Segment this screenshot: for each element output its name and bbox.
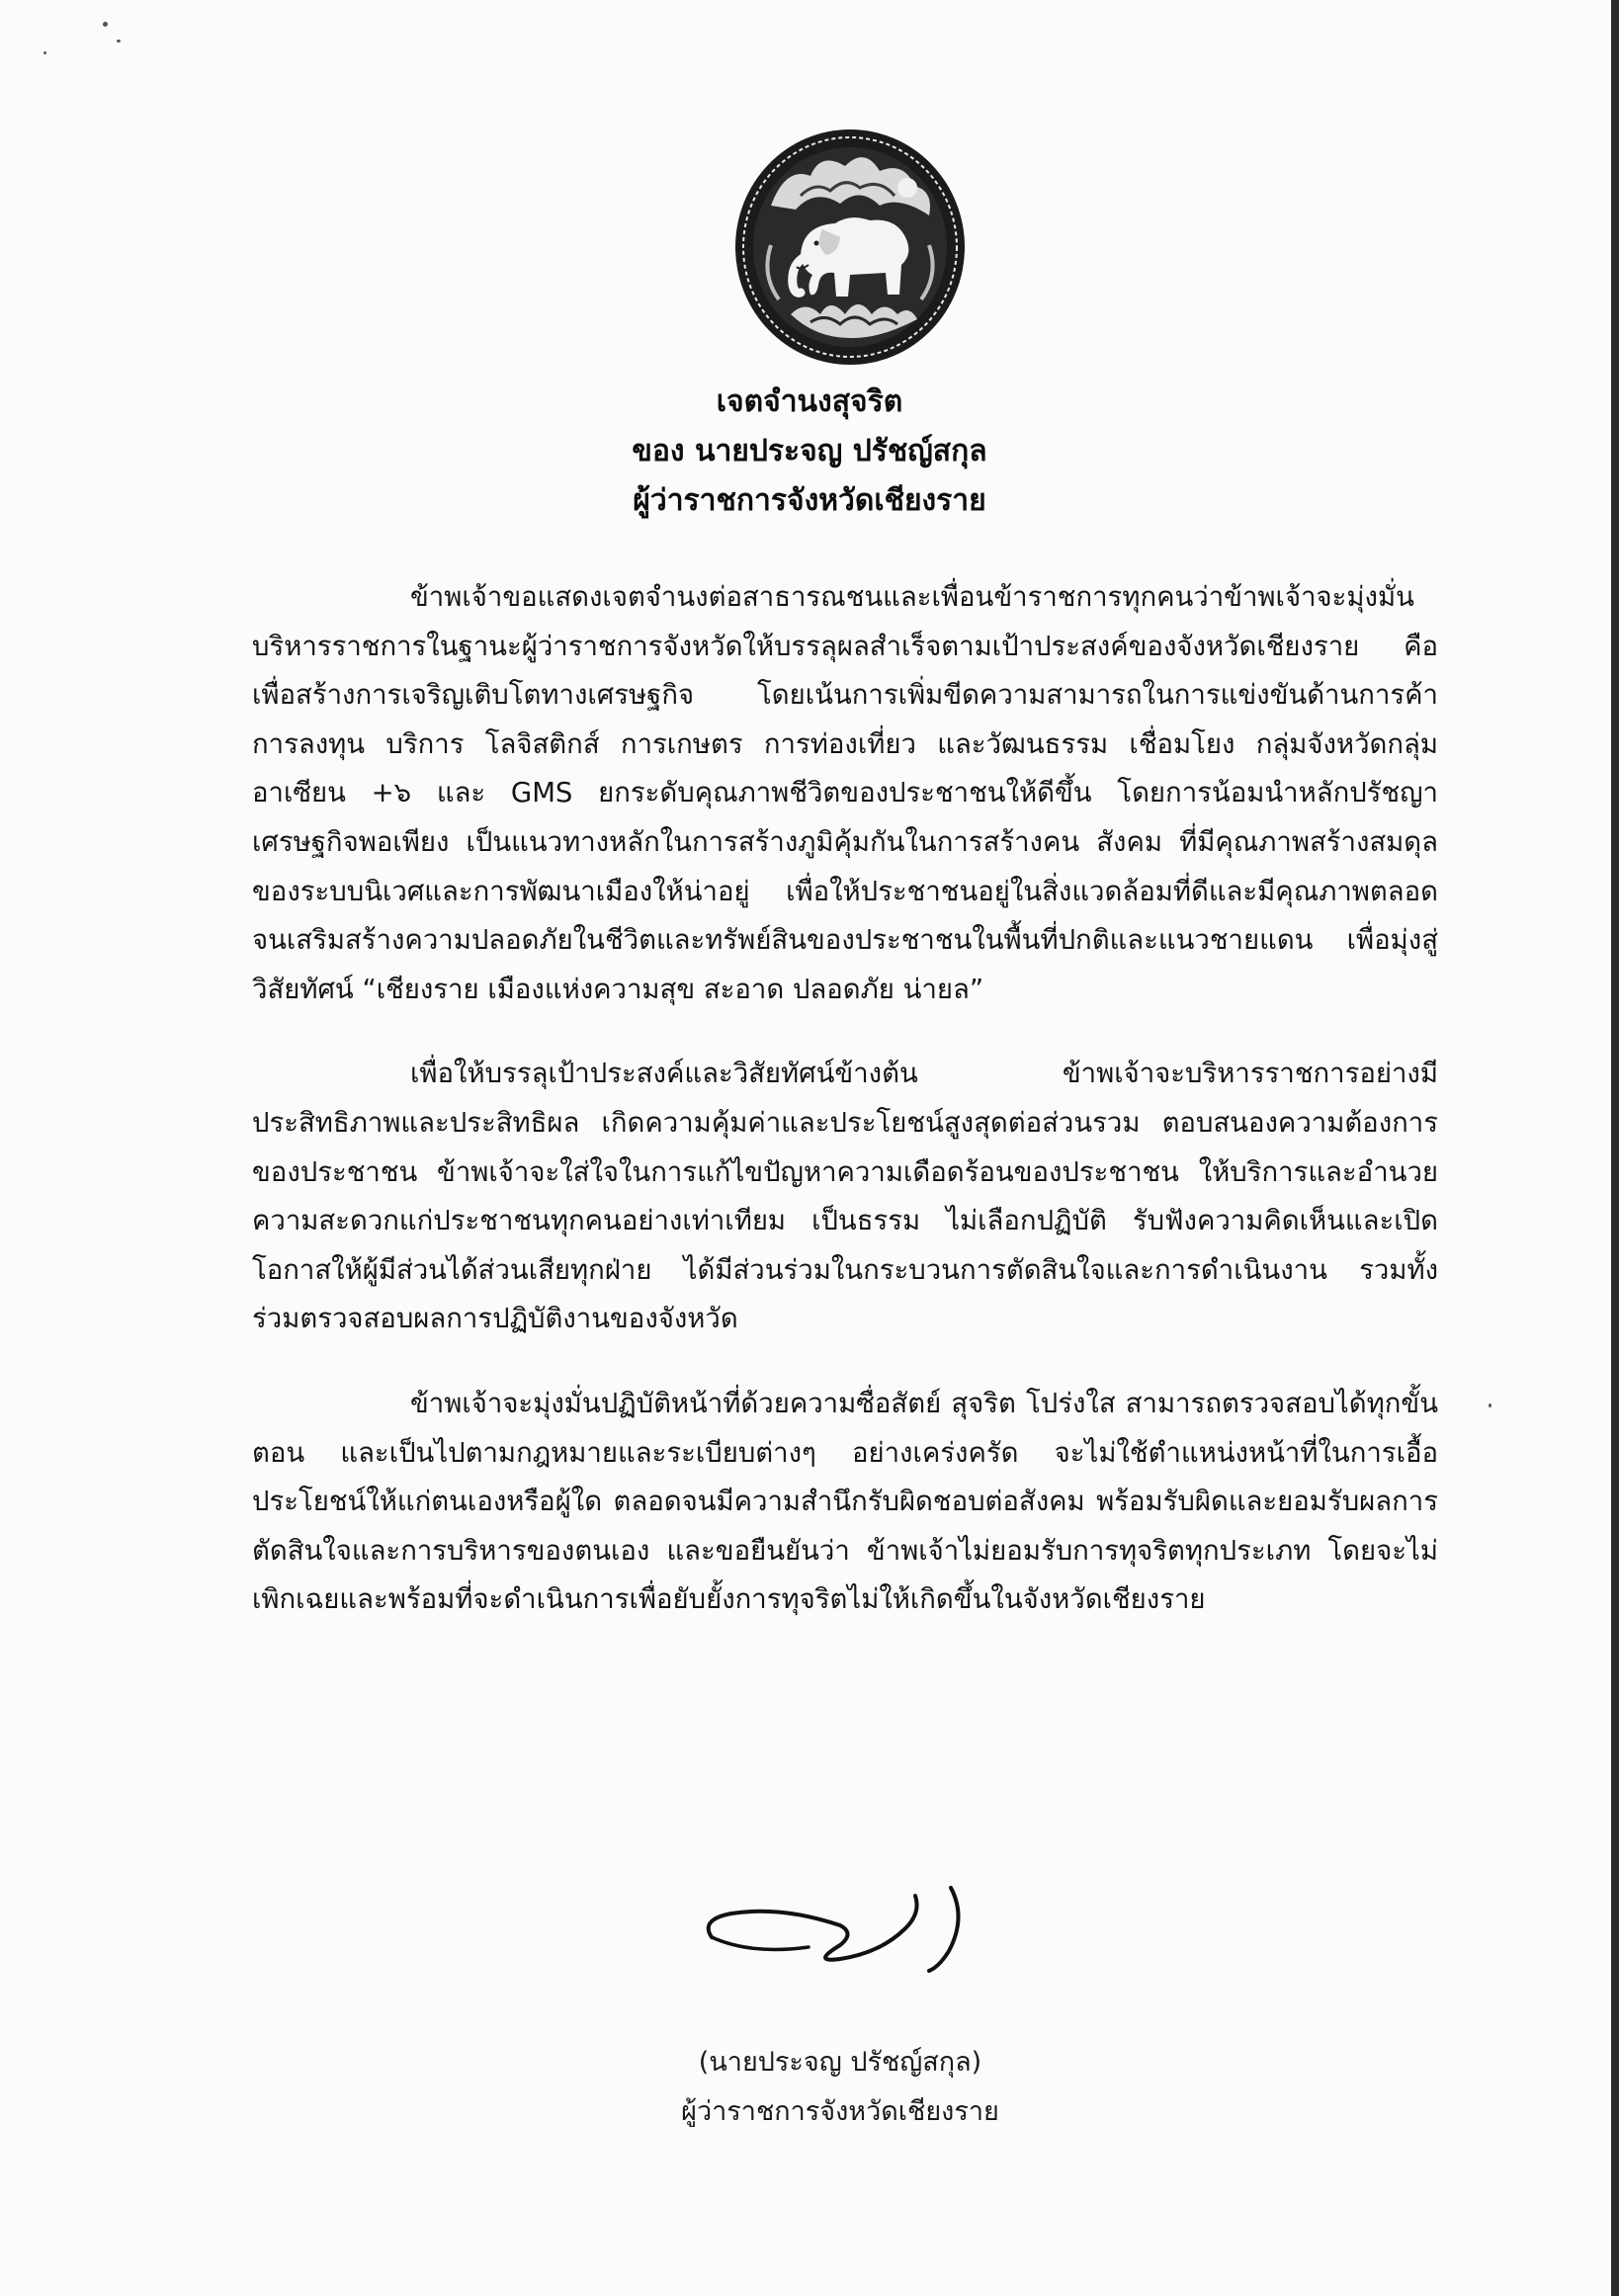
- title-block: [297, 378, 1322, 526]
- paragraph: เพื่อให้บรรลุเป้าประสงค์และวิสัยทัศน์ข้างต้น ข้าพเจ้าจะบริหารราชการอย่างมีประสิทธิภาพและประสิทธิผล เกิดความคุ้มค่าและประโยชน์สูงสุดต่อส่วนรวม ตอบสนองความต้องการของประชาชน ข้าพเจ้าจะใส่ใจในการแก้ไขปัญหาความเดือดร้อนของประชาชน ให้บริการและอำนวยความสะดวกแก่ประชาชนทุกคนอย่างเท่าเทียม เป็นธรรม ไม่เลือกปฏิบัติ รับฟังความคิดเห็นและเปิดโอกาสให้ผู้มีส่วนได้ส่วนเสียทุกฝ่าย ได้มีส่วนร่วมในกระบวนการตัดสินใจและการดำเนินงาน รวมทั้งร่วมตรวจสอบผลการปฏิบัติงานของจังหวัด: [252, 1058, 1438, 1335]
- document-position: ผู้ว่าราชการจังหวัดเชียงราย: [633, 483, 986, 518]
- scan-speck: [1489, 1403, 1491, 1407]
- signature-block: [642, 2038, 1038, 2137]
- scan-speck: [103, 22, 108, 27]
- document-title: เจตจำนงสุจริต: [716, 384, 903, 419]
- elephant-seal-icon: [731, 127, 969, 369]
- paragraph: ข้าพเจ้าขอแสดงเจตจำนงต่อสาธารณชนและเพื่อนข้าราชการทุกคนว่าข้าพเจ้าจะมุ่งมั่นบริหารราชการในฐานะผู้ว่าราชการจังหวัดให้บรรลุผลสำเร็จตามเป้าประสงค์ของจังหวัดเชียงราย คือ เพื่อสร้างการเจริญเติบโตทางเศรษฐกิจ โดยเน้นการเพิ่มขีดความสามารถในการแข่งขันด้านการค้า การลงทุน บริการ โลจิสติกส์ การเกษตร การท่องเที่ยว และวัฒนธรรม เชื่อมโยง กลุ่มจังหวัดกลุ่มอาเซียน +๖ และ GMS ยกระดับคุณภาพชีวิตของประชาชนให้ดีขึ้น โดยการน้อมนำหลักปรัชญาเศรษฐกิจพอเพียง เป็นแนวทางหลักในการสร้างภูมิคุ้มกันในการสร้างคน สังคม ที่มีคุณภาพสร้างสมดุลของระบบนิเวศและการพัฒนาเมืองให้น่าอยู่ เพื่อให้ประชาชนอยู่ในสิ่งแวดล้อมที่ดีและมีคุณภาพตลอดจนเสริมสร้างความปลอดภัยในชีวิตและทรัพย์สินของประชาชนในพื้นที่ปกติและแนวชายแดน เพื่อมุ่งสู่วิสัยทัศน์ “เชียงราย เมืองแห่งความสุข สะอาด ปลอดภัย น่ายล”: [252, 581, 1438, 1005]
- scan-edge: [1611, 0, 1619, 2296]
- document-body: [252, 573, 1438, 1625]
- scan-speck: [43, 51, 46, 54]
- handwritten-signature: [692, 1868, 1018, 1987]
- signer-position: ผู้ว่าราชการจังหวัดเชียงราย: [681, 2096, 999, 2127]
- signer-name: (นายประจญ ปรัชญ์สกุล): [698, 2047, 982, 2078]
- scan-speck: [117, 40, 121, 43]
- document-subtitle: ของ นายประจญ ปรัชญ์สกุล: [632, 434, 987, 468]
- paragraph: ข้าพเจ้าจะมุ่งมั่นปฏิบัติหน้าที่ด้วยความซื่อสัตย์ สุจริต โปร่งใส สามารถตรวจสอบได้ทุกขั้นตอน และเป็นไปตามกฎหมายและระเบียบต่างๆ อย่างเคร่งครัด จะไม่ใช้ตำแหน่งหน้าที่ในการเอื้อประโยชน์ให้แก่ตนเองหรือผู้ใด ตลอดจนมีความสำนึกรับผิดชอบต่อสังคม พร้อมรับผิดและยอมรับผลการตัดสินใจและการบริหารของตนเอง และขอยืนยันว่า ข้าพเจ้าไม่ยอมรับการทุจริตทุกประเภท โดยจะไม่เพิกเฉยและพร้อมที่จะดำเนินการเพื่อยับยั้งการทุจริตไม่ให้เกิดขึ้นในจังหวัดเชียงราย: [252, 1387, 1438, 1616]
